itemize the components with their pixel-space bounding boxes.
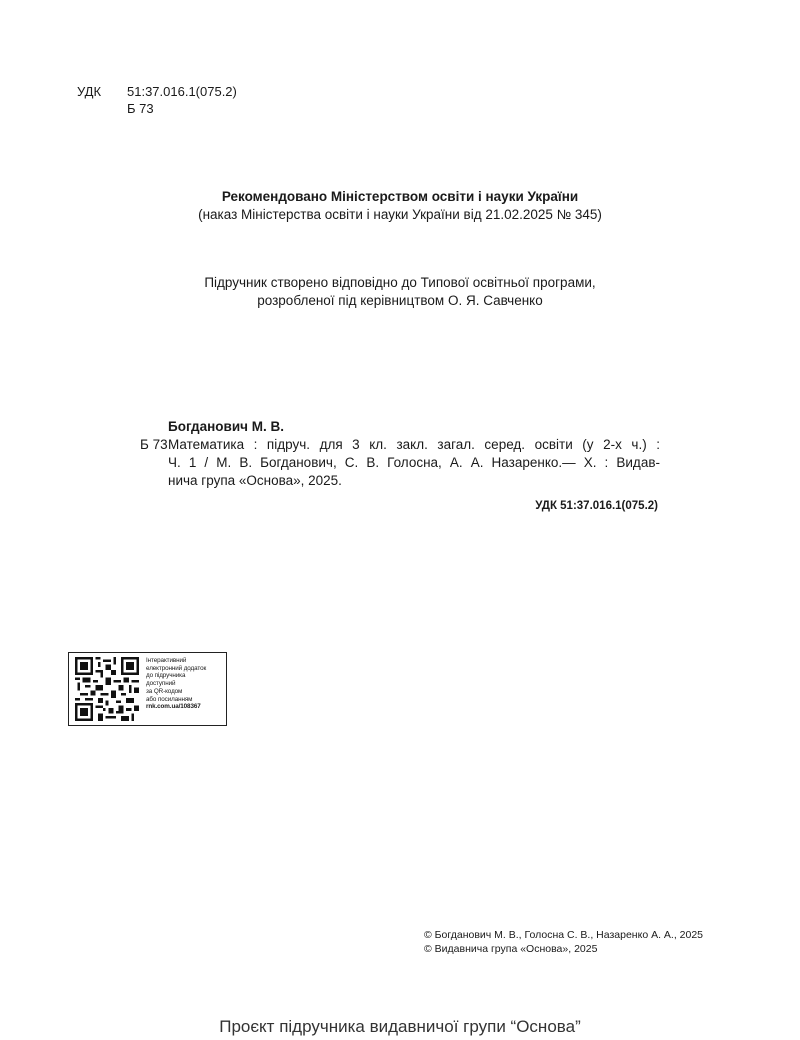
qr-caption-line: за QR-кодом [146,687,183,695]
footer-note: Проєкт підручника видавничої групи “Основа” [219,1017,581,1036]
qr-caption-line: доступний [146,680,176,688]
copyright [424,928,703,956]
qr-caption-line: або посиланням [146,695,193,703]
qr-caption [146,657,206,711]
bbk-code: Б 73 [127,101,154,116]
qr-code-icon[interactable] [75,657,139,721]
udk-code: 51:37.016.1(075.2) [127,84,237,99]
biblio-line: Ч. 1 / М. В. Богданович, С. В. Голосна, А. А. Назаренко.— Х. : Видав- [168,455,660,470]
program-line-2: розробленої під керівництвом О. Я. Савченко [257,293,543,308]
biblio-line: Математика : підруч. для 3 кл. закл. загал. серед. освіти (у 2-х ч.) : [168,437,660,452]
copyright-publisher: © Видавнича група «Основа», 2025 [424,943,598,955]
biblio-line: нича група «Основа», 2025. [168,473,342,488]
program-note [0,274,800,310]
program-line-1: Підручник створено відповідно до Типової освітньої програми, [204,275,596,290]
qr-caption-line: електронний додаток [146,664,207,672]
recommendation [0,188,800,224]
qr-caption-line: Інтерактивний [146,657,187,664]
qr-code-block[interactable] [68,652,227,726]
qr-link[interactable]: rnk.com.ua/108367 [146,703,201,711]
biblio-udk: УДК 51:37.016.1(075.2) [535,500,658,512]
recommendation-title: Рекомендовано Міністерством освіти і науки України [221,189,579,204]
udk-label: УДК [77,84,102,99]
recommendation-order: (наказ Міністерства освіти і науки України від 21.02.2025 № 345) [198,207,602,222]
copyright-authors: © Богданович М. В., Голосна С. В., Назаренко А. А., 2025 [424,929,704,941]
biblio-bbk: Б 73 [140,437,168,452]
author: Богданович М. В. [168,419,284,434]
biblio-description [168,436,660,490]
qr-caption-line: до підручника [146,672,186,680]
